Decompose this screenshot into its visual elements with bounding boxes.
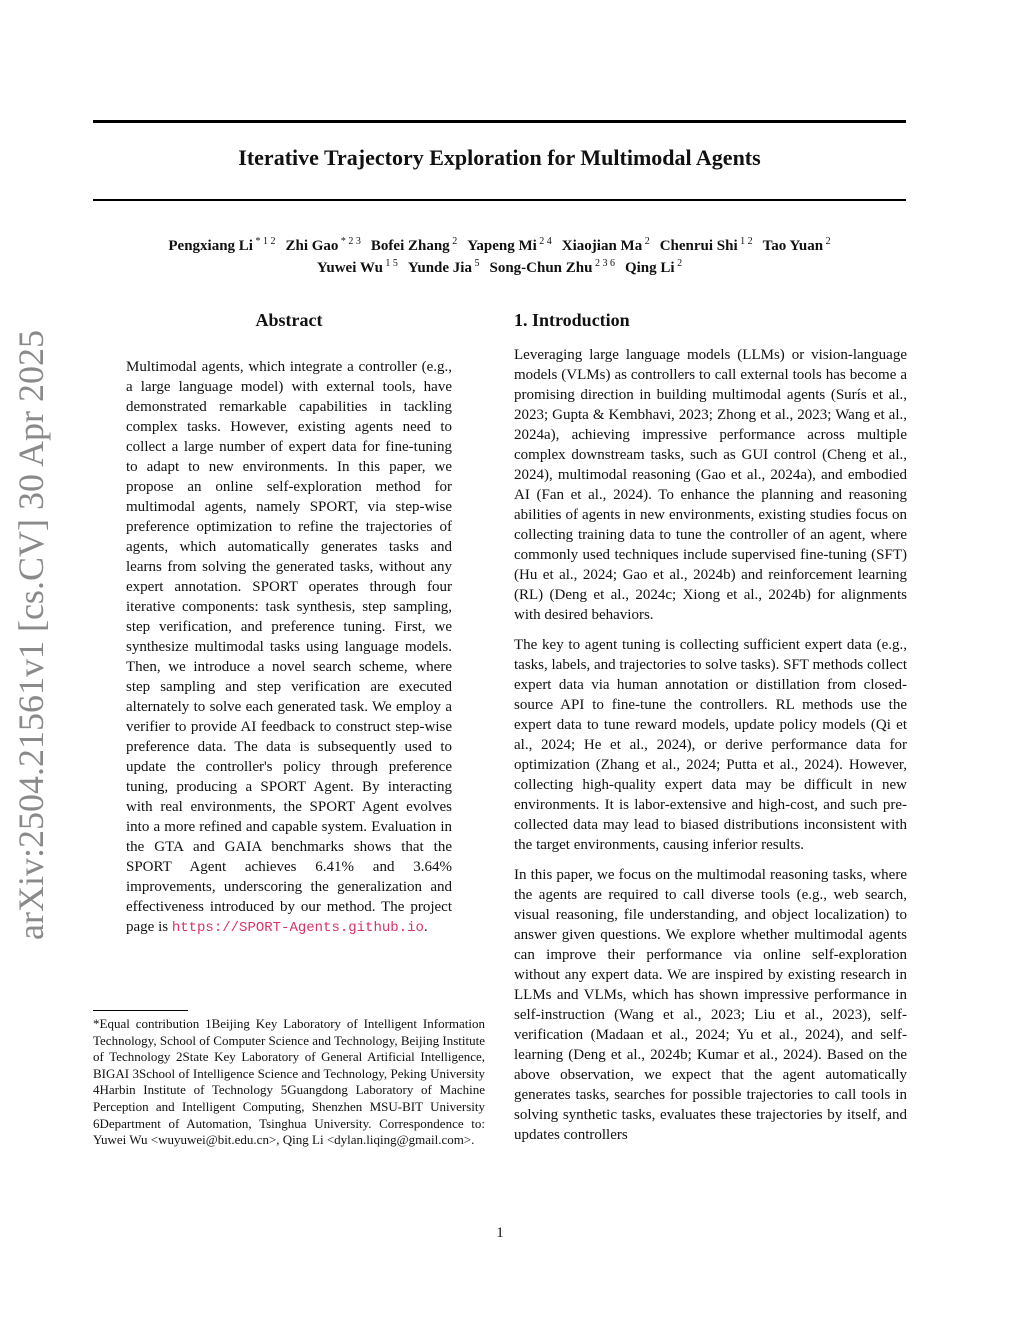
author-affiliation-marks: 1 5 — [382, 258, 398, 269]
author-name — [562, 238, 650, 254]
author-name-text: Bofei Zhang — [370, 238, 450, 254]
author-name — [168, 238, 275, 254]
title-rule-bottom — [93, 199, 906, 201]
author-name — [467, 238, 552, 254]
abstract-heading: Abstract — [255, 310, 323, 330]
author-affiliation-marks: 2 — [642, 236, 650, 247]
author-name-text: Chenrui Shi — [659, 238, 738, 254]
author-name-text: Tao Yuan — [762, 238, 824, 254]
author-affiliation-marks: 2 — [449, 236, 458, 247]
affiliations-footnote: *Equal contribution 1Beijing Key Laboratory of Intelligent Information Technology, School of Computer Science and Technology, Beijing Institute of Technology 2State Key Laboratory of General Artificial Intelligence, BIGAI 3School of Intelligence Science and Technology, Peking University 4Harbin Institute of Technology 5Guangdong Laboratory of Machine Perception and Intelligent Computing, Shenzhen MSU-BIT University 6Department of Automation, Tsinghua University. Correspondence to: Yuwei Wu <wuyuwei@bit.edu.cn>, Qing Li <dylan.liqing@gmail.com>. — [93, 1016, 485, 1148]
author-list-line-1 — [93, 236, 906, 255]
author-name — [317, 260, 398, 276]
left-column — [126, 310, 452, 938]
author-name — [371, 238, 457, 254]
arxiv-identifier: arXiv:2504.21561v1 [cs.CV] 30 Apr 2025 — [11, 330, 51, 940]
intro-paragraph-3: In this paper, we focus on the multimodal reasoning tasks, where the agents are required to call diverse tools (e.g., web search, visual reasoning, file understanding, and object localization) to answer given questions. We explore whether multimodal agents can improve their performance via online self-exploration without any expert data. We are inspired by existing research in LLMs and VLMs, which has shown impressive performance in self-instruction (Wang et al., 2023; Liu et al., 2023), self-verification (Madaan et al., 2024; Yu et al., 2024), and self-learning (Deng et al., 2024b; Kumar et al., 2024). Based on the above observation, we expect that the agent automatically generates tasks, searches for possible trajectories to call tools in solving synthetic tasks, evaluates these trajectories by itself, and updates controllers — [514, 867, 907, 1143]
paper-title: Iterative Trajectory Exploration for Multimodal Agents — [238, 145, 761, 170]
author-affiliation-marks: 2 4 — [536, 236, 552, 247]
author-name — [625, 260, 682, 276]
intro-paragraph-1: Leveraging large language models (LLMs) or vision-language models (VLMs) as controllers to call external tools has become a promising direction in building multimodal agents (Surís et al., 2023; Gupta & Kembhavi, 2023; Zhong et al., 2023; Wang et al., 2024a), achieving impressive performance across multiple complex downstream tasks, such as GUI control (Cheng et al., 2024), multimodal reasoning (Gao et al., 2024a), and embodied AI (Fan et al., 2024). To enhance the planning and reasoning abilities of agents in new environments, existing studies focus on collecting training data to tune the controller of an agent, where commonly used techniques include supervised fine-tuning (SFT) (Hu et al., 2024; Gao et al., 2024b) and reinforcement learning (RL) (Deng et al., 2024c; Xiong et al., 2024b) for alignments with desired behaviors. — [514, 347, 907, 623]
author-affiliation-marks: 5 — [471, 258, 480, 269]
author-name — [285, 238, 360, 254]
author-name-text: Zhi Gao — [285, 238, 339, 254]
author-affiliation-marks: 1 2 — [737, 236, 753, 247]
author-name-text: Yunde Jia — [407, 260, 472, 276]
author-name-text: Qing Li — [624, 260, 675, 276]
author-name — [408, 260, 480, 276]
author-name-text: Yuwei Wu — [316, 260, 383, 276]
author-name-text: Pengxiang Li — [168, 238, 253, 254]
abstract-text: Multimodal agents, which integrate a controller (e.g., a large language model) with external tools, have demonstrated remarkable capabilities in tackling complex tasks. However, existing agents need to collect a large number of expert data for fine-tuning to adapt to new environments. In this paper, we propose an online self-exploration method for multimodal agents, namely SPORT, via step-wise preference optimization to refine the trajectories of agents, which automatically generates tasks and learns from solving the generated tasks, without any expert annotation. SPORT operates through four iterative components: task synthesis, step sampling, step verification, and preference tuning. First, we synthesize multimodal tasks using language models. Then, we introduce a novel search scheme, where step sampling and step verification are executed alternately to solve each generated task. We employ a verifier to provide AI feedback to construct step-wise preference data. The data is subsequently used to update the controller's policy through preference tuning, producing a SPORT Agent. By interacting with real environments, the SPORT Agent evolves into a more refined and capable system. Evaluation in the GTA and GAIA benchmarks shows that the SPORT Agent achieves 6.41% and 3.64% improvements, underscoring the generalization and effectiveness introduced by our method. The project page is — [126, 359, 452, 935]
footnote-divider — [93, 1010, 188, 1011]
author-name — [763, 238, 831, 254]
author-list-line-2 — [93, 258, 906, 277]
right-column — [514, 310, 907, 1145]
author-name-text: Yapeng Mi — [467, 238, 537, 254]
author-affiliation-marks: 2 — [823, 236, 831, 247]
abstract-url-suffix: . — [423, 919, 428, 935]
page-number: 1 — [496, 1225, 504, 1241]
introduction-heading: 1. Introduction — [514, 310, 630, 330]
author-name-text: Song-Chun Zhu — [489, 260, 593, 276]
author-affiliation-marks: 2 3 6 — [592, 258, 615, 269]
author-name-text: Xiaojian Ma — [561, 238, 643, 254]
author-name — [660, 238, 753, 254]
author-affiliation-marks: 2 — [674, 258, 683, 269]
project-page-link[interactable]: https://SPORT-Agents.github.io — [171, 920, 424, 936]
intro-paragraph-2: The key to agent tuning is collecting sufficient expert data (e.g., tasks, labels, and trajectories to solve tasks). SFT methods collect expert data via human annotation or distillation from closed-source API to fine-tune the controllers. RL methods use the expert data to tune reward models, update policy models (Qi et al., 2024; He et al., 2024), or derive performance data for optimization (Zhang et al., 2024; Putta et al., 2024). However, collecting high-quality expert data may be difficult in new environments. It is labor-extensive and high-cost, and such pre-collected data may lead to biased distributions inconsistent with the target environments, causing inferior results. — [514, 637, 907, 853]
author-affiliation-marks: * 2 3 — [338, 236, 361, 247]
title-rule-top — [93, 120, 906, 123]
abstract-body — [126, 357, 452, 938]
author-affiliation-marks: * 1 2 — [252, 236, 276, 247]
author-name — [489, 260, 614, 276]
